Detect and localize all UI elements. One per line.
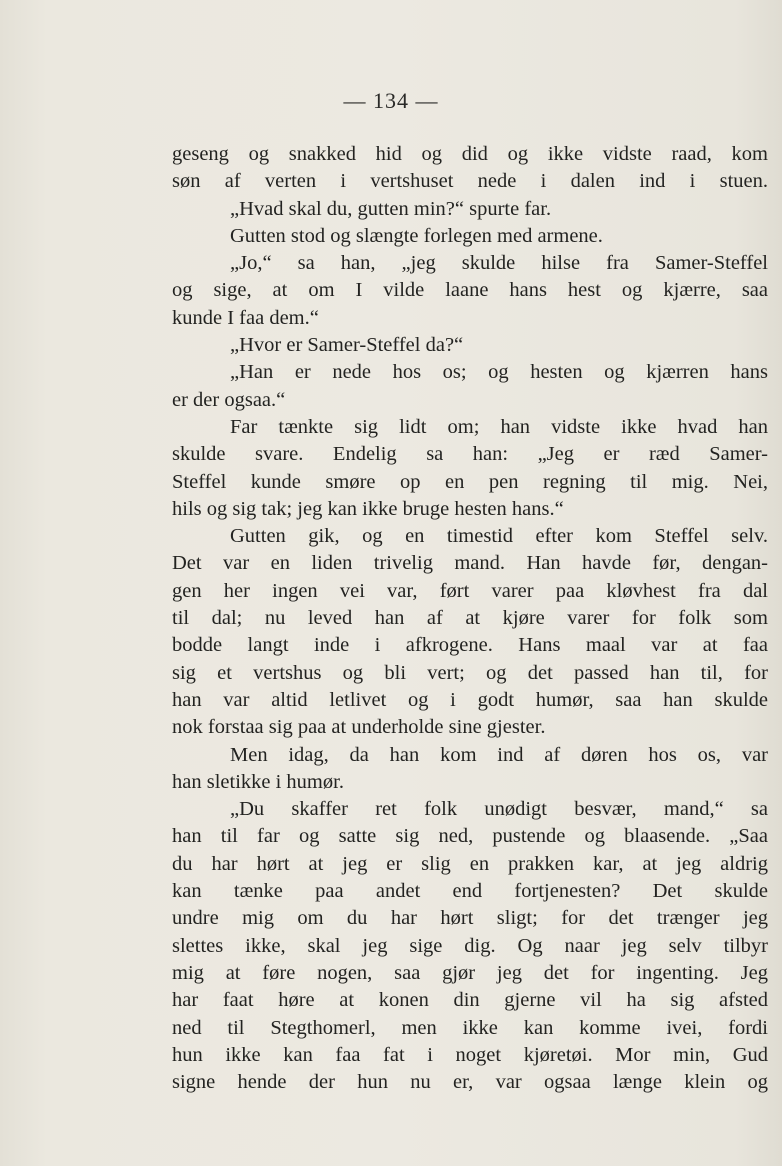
text-line: til dal; nu leved han af at kjøre varer for folk som bbox=[172, 607, 768, 630]
text-line: bodde langt inde i afkrogene. Hans maal var at faa bbox=[172, 634, 768, 657]
text-line: han var altid letlivet og i godt humør, saa han skulde bbox=[172, 688, 768, 711]
text-line: geseng og snakked hid og did og ikke vidste raad, kom bbox=[172, 143, 768, 165]
text-line: slettes ikke, skal jeg sige dig. Og naar jeg selv tilbyr bbox=[172, 934, 768, 957]
text-line: ned til Stegthomerl, men ikke kan komme ivei, fordi bbox=[172, 1016, 768, 1039]
text-line: kan tænke paa andet end fortjenesten? Det skulde bbox=[172, 880, 768, 903]
text-line: Men idag, da han kom ind af døren hos os, var bbox=[230, 743, 768, 766]
text-line: Det var en liden trivelig mand. Han havde før, dengan- bbox=[172, 552, 768, 575]
text-line: Steffel kunde smøre op en pen regning til mig. Nei, bbox=[172, 470, 768, 493]
text-line: „Hvor er Samer-Steffel da?“ bbox=[230, 334, 464, 357]
text-line: hils og sig tak; jeg kan ikke bruge hesten hans.“ bbox=[172, 497, 564, 520]
text-line: undre mig om du har hørt sligt; for det trænger jeg bbox=[172, 907, 768, 930]
text-line: skulde svare. Endelig sa han: „Jeg er ræd Samer- bbox=[172, 443, 768, 466]
text-line: han til far og satte sig ned, pustende og blaasende. „Saa bbox=[172, 825, 768, 848]
text-line: signe hende der hun nu er, var ogsaa længe klein og bbox=[172, 1071, 768, 1094]
text-line: Gutten gik, og en timestid efter kom Steffel selv. bbox=[230, 525, 768, 548]
text-line: er der ogsaa.“ bbox=[172, 388, 286, 411]
text-line: og sige, at om I vilde laane hans hest og kjærre, saa bbox=[172, 279, 768, 302]
text-line: har faat høre at konen din gjerne vil ha sig afsted bbox=[172, 989, 768, 1012]
text-line: „Han er nede hos os; og hesten og kjærren hans bbox=[230, 361, 768, 384]
text-line: kunde I faa dem.“ bbox=[172, 306, 319, 329]
body-text bbox=[172, 141, 768, 1096]
text-line: hun ikke kan faa fat i noget kjøretøi. Mor min, Gud bbox=[172, 1043, 768, 1066]
text-line: Gutten stod og slængte forlegen med armene. bbox=[230, 224, 603, 247]
text-line: søn af verten i vertshuset nede i dalen ind i stuen. bbox=[172, 170, 768, 193]
text-line: gen her ingen vei var, ført varer paa kløvhest fra dal bbox=[172, 579, 768, 602]
page-number: — 134 — bbox=[343, 88, 439, 113]
text-line: sig et vertshus og bli vert; og det passed han til, for bbox=[172, 661, 768, 684]
text-line: mig at føre nogen, saa gjør jeg det for ingenting. Jeg bbox=[172, 961, 768, 984]
text-line: du har hørt at jeg er slig en prakken kar, at jeg aldrig bbox=[172, 852, 768, 875]
text-line: nok forstaa sig paa at underholde sine gjester. bbox=[172, 716, 546, 739]
text-line: Far tænkte sig lidt om; han vidste ikke hvad han bbox=[230, 415, 768, 438]
text-line: „Jo,“ sa han, „jeg skulde hilse fra Samer-Steffel bbox=[230, 252, 768, 275]
text-line: „Hvad skal du, gutten min?“ spurte far. bbox=[230, 197, 552, 220]
text-line: „Du skaffer ret folk unødigt besvær, mand,“ sa bbox=[230, 798, 768, 821]
text-line: han sletikke i humør. bbox=[172, 770, 344, 793]
